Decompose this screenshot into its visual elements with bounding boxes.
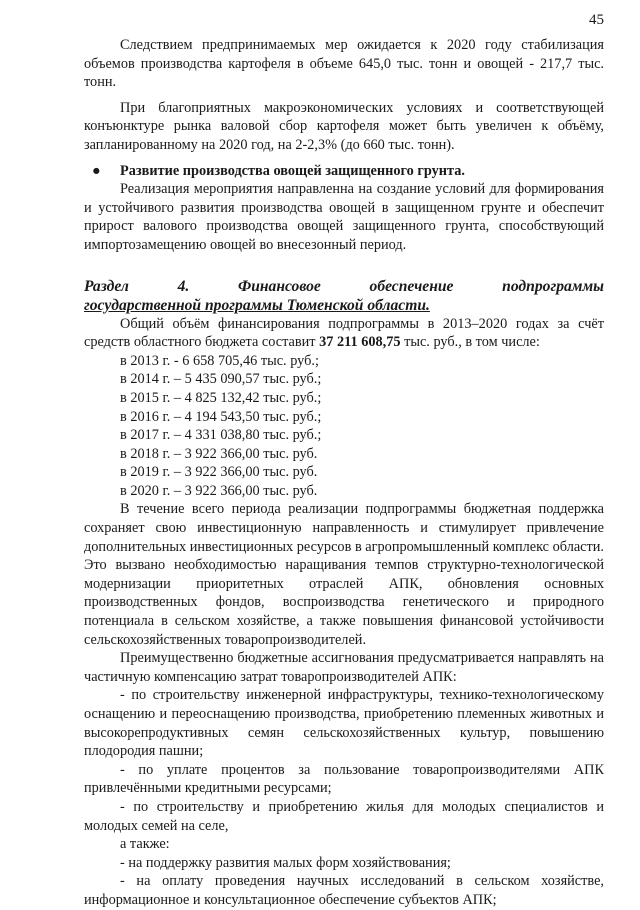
funding-year-item: в 2016 г. – 4 194 543,50 тыс. руб.; [120, 408, 322, 425]
section-title-line-2: государственной программы Тюменской области. [84, 296, 430, 314]
also-label: а также: [120, 836, 170, 853]
bullet-heading-text: Развитие производства овощей защищенного грунта. [120, 162, 465, 179]
paragraph-greenhouse: Реализация мероприятия направленна на создание условий для формирования и устойчивого развития производства овощей в защищенном грунте и обеспечит прирост валового производства овощей защищенного грунта, способствующий импортозамещению овощей во внесезонный период. [84, 181, 604, 253]
funding-year-item: в 2017 г. – 4 331 038,80 тыс. руб.; [120, 427, 322, 444]
funding-intro-before: Общий объём финансирования подпрограммы в 2013–2020 годах за счёт средств областного бюджета составит [84, 315, 604, 351]
bullet-icon: ● [92, 162, 101, 179]
list-item-research: - на оплату проведения научных исследований в сельском хозяйстве, информационное и консультационное обеспечение субъектов АПК; [84, 873, 604, 908]
section-word: 4. [177, 277, 190, 295]
section-word: подпрограммы [502, 277, 604, 295]
funding-year-item: в 2015 г. – 4 825 132,42 тыс. руб.; [120, 389, 322, 406]
list-item-small-business: - на поддержку развития малых форм хозяйствования; [120, 854, 451, 871]
funding-total: 37 211 608,75 [319, 334, 401, 351]
list-item-interest: - по уплате процентов за пользование товаропроизводителями АПК привлечёнными кредитными ресурсами; [84, 761, 604, 797]
page-content [84, 36, 604, 910]
funding-year-item: в 2013 г. - 6 658 705,46 тыс. руб.; [120, 352, 319, 369]
funding-years-list [84, 352, 604, 501]
section-title [84, 277, 604, 315]
funding-intro-after: тыс. руб., в том числе: [400, 334, 540, 351]
funding-year-item: в 2019 г. – 3 922 366,00 тыс. руб. [120, 464, 318, 481]
paragraph-funding-intro [84, 315, 604, 352]
section-word: обеспечение [369, 277, 454, 295]
paragraph-priority: Преимущественно бюджетные ассигнования предусматривается направлять на частичную компенсацию затрат товаропроизводителей АПК: [84, 650, 604, 685]
bullet-heading-greenhouse [84, 162, 604, 181]
page-number: 45 [589, 12, 604, 28]
section-word: Раздел [84, 277, 129, 295]
funding-year-item: в 2018 г. – 3 922 366,00 тыс. руб. [120, 445, 318, 462]
funding-year-item: в 2014 г. – 5 435 090,57 тыс. руб.; [120, 371, 322, 388]
list-item-housing: - по строительству и приобретению жилья для молодых специалистов и молодых семей на селе, [84, 798, 604, 834]
funding-year-item: в 2020 г. – 3 922 366,00 тыс. руб. [120, 482, 318, 499]
paragraph-market: При благоприятных макроэкономических условиях и соответствующей конъюнктуре рынка валовой сбор картофеля может быть увеличен к объёму, запланированному на 2020 год, на 2-2,3% (до 660 тыс. тонн). [84, 99, 604, 153]
list-item-infrastructure: - по строительству инженерной инфраструктуры, технико-технологическому оснащению и переоснащению производства, приобретению племенных животных и высокорепродуктивных семян сельскохозяйственных культур, повышению плодородия пашни; [84, 687, 604, 760]
section-word: Финансовое [237, 277, 321, 295]
section-title-line-1 [84, 277, 604, 296]
paragraph-investment: В течение всего периода реализации подпрограммы бюджетная поддержка сохраняет свою инвестиционную направленность и стимулирует привлечение дополнительных инвестиционных ресурсов в агропромышленный комплекс области. Это вызвано необходимостью наращивания темпов структурно-технологической модернизации приоритетных отраслей АПК, обновления основных производственных фондов, воспроизводства генетического и природного потенциала в сельском хозяйстве, а также повышения финансовой устойчивости сельскохозяйственных товаропроизводителей. [84, 501, 604, 648]
paragraph-stabilization: Следствием предпринимаемых мер ожидается к 2020 году стабилизация объемов производства картофеля в объеме 645,0 тыс. тонн и овощей - 217,7 тыс. тонн. [84, 37, 604, 91]
